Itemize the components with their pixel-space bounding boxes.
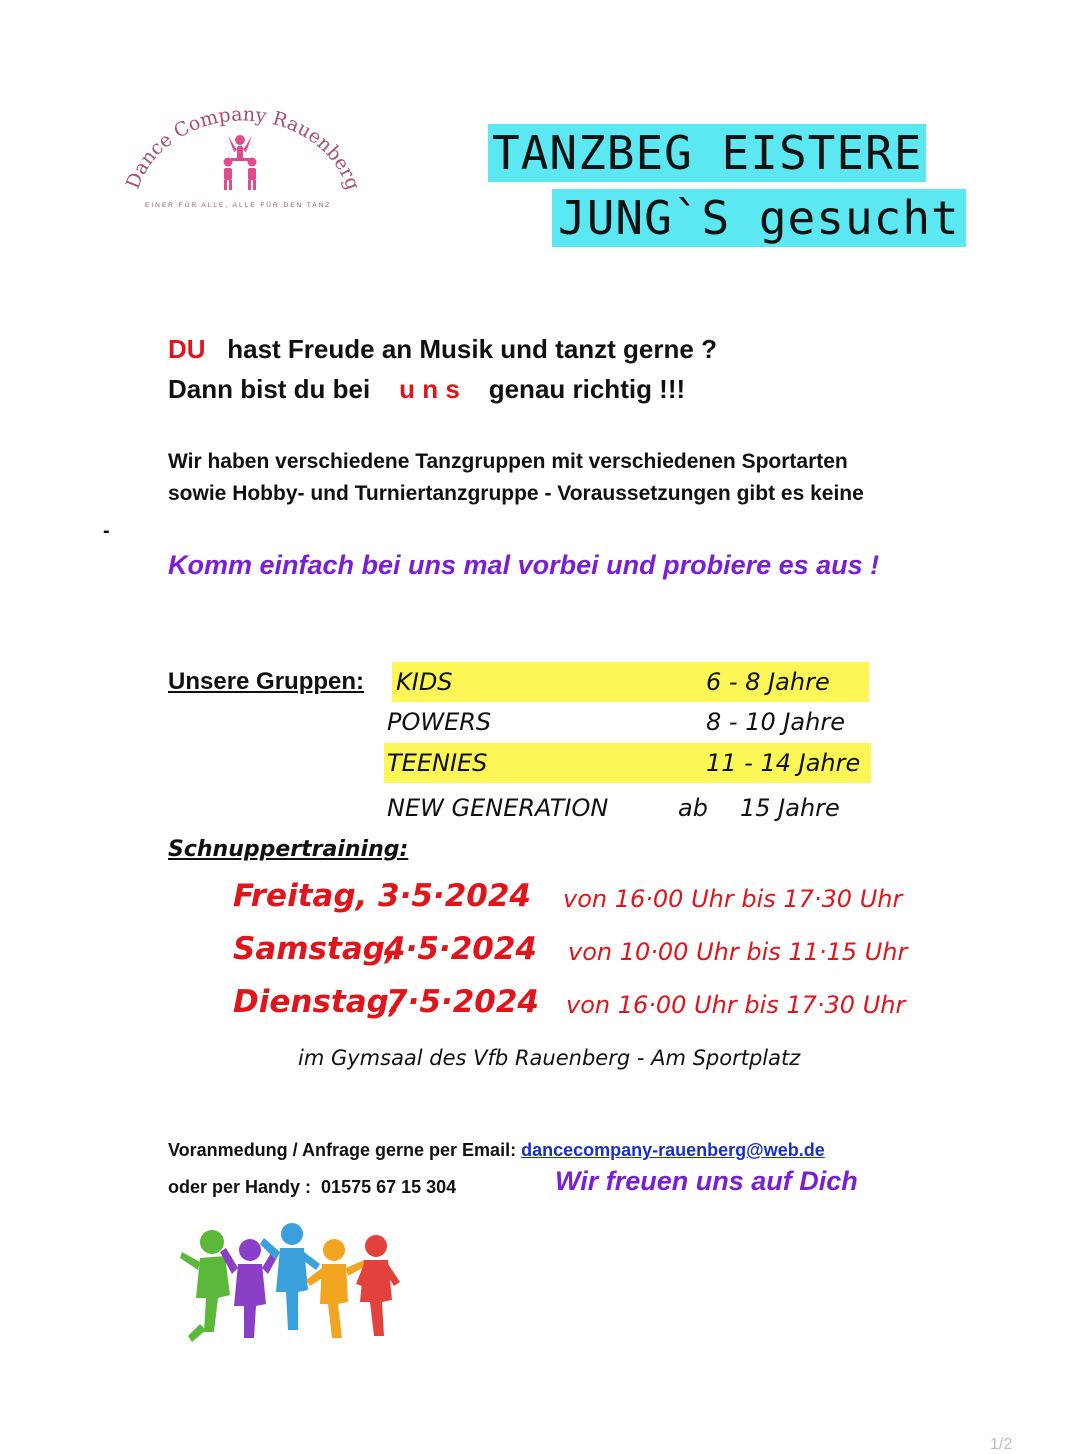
schedule-label: Schnuppertraining: bbox=[168, 837, 409, 862]
email-link[interactable]: dancecompany-rauenberg@web.de bbox=[521, 1140, 825, 1160]
title-line-1: TANZBEG EISTERE bbox=[488, 124, 926, 182]
schedule-day-3: Dienstag, bbox=[233, 984, 401, 1020]
contact-email-line bbox=[168, 1140, 825, 1161]
group-teenies-name: TEENIES bbox=[387, 749, 488, 777]
phone-number: 01575 67 15 304 bbox=[321, 1177, 457, 1197]
dancing-kids-illustration bbox=[170, 1220, 410, 1350]
schedule-time-1: von 16·00 Uhr bis 17·30 Uhr bbox=[563, 885, 903, 913]
group-kids-name: KIDS bbox=[396, 668, 453, 696]
kid-red-icon bbox=[356, 1235, 400, 1336]
schedule-time-3: von 16·00 Uhr bis 17·30 Uhr bbox=[566, 991, 906, 1019]
lead-line-1-text: hast Freude an Musik und tanzt gerne ? bbox=[227, 334, 717, 364]
kid-green-icon bbox=[180, 1230, 230, 1342]
schedule-date-3: 7·5·2024 bbox=[386, 984, 539, 1020]
lead-line-2 bbox=[168, 374, 685, 405]
lead-du: DU bbox=[168, 334, 206, 364]
schedule-date-1: 3·5·2024 bbox=[378, 878, 531, 914]
group-newgen-prefix: ab bbox=[678, 794, 708, 822]
logo-tagline: EINER FÜR ALLE, ALLE FÜR DEN TANZ bbox=[145, 202, 332, 209]
lead-line-2-suffix: genau richtig !!! bbox=[488, 374, 686, 404]
lead-line-2-text: Dann bist du bei bbox=[168, 374, 371, 404]
kid-orange-icon bbox=[306, 1239, 366, 1338]
group-newgen-name: NEW GENERATION bbox=[387, 794, 609, 822]
phone-label: oder per Handy : bbox=[168, 1177, 312, 1197]
invite-text: Komm einfach bei uns mal vorbei und probiere es aus ! bbox=[168, 550, 880, 580]
schedule-date-2: 4·5·2024 bbox=[384, 931, 537, 967]
dash-mark: - bbox=[103, 520, 110, 542]
logo-arc-text: Dance Company Rauenberg bbox=[121, 103, 364, 193]
schedule-day-1: Freitag, bbox=[233, 878, 368, 914]
group-newgen-age: 15 Jahre bbox=[740, 794, 840, 822]
info-line-2: sowie Hobby- und Turniertanzgruppe - Voraussetzungen gibt es keine bbox=[168, 482, 864, 505]
group-teenies-age: 11 - 14 Jahre bbox=[706, 749, 861, 777]
group-powers-age: 8 - 10 Jahre bbox=[706, 708, 845, 736]
groups-label: Unsere Gruppen: bbox=[168, 668, 365, 695]
page-indicator: 1/2 bbox=[990, 1436, 1013, 1453]
schedule-day-2: Samstag, bbox=[233, 931, 397, 967]
thanks-text: Wir freuen uns auf Dich bbox=[555, 1166, 858, 1196]
contact-phone-line bbox=[168, 1177, 456, 1198]
title-line-2: JUNG`S gesucht bbox=[552, 189, 966, 247]
lead-line-1 bbox=[168, 334, 717, 365]
dancers-figure-icon bbox=[224, 135, 257, 190]
venue-text: im Gymsaal des Vfb Rauenberg - Am Sportplatz bbox=[298, 1046, 801, 1070]
group-powers-name: POWERS bbox=[387, 708, 492, 736]
lead-uns: u n s bbox=[399, 374, 460, 404]
group-kids-age: 6 - 8 Jahre bbox=[706, 668, 830, 696]
email-label: Voranmedung / Anfrage gerne per Email: bbox=[168, 1140, 517, 1160]
schedule-time-2: von 10·00 Uhr bis 11·15 Uhr bbox=[568, 938, 908, 966]
info-line-1: Wir haben verschiedene Tanzgruppen mit verschiedenen Sportarten bbox=[168, 450, 848, 473]
